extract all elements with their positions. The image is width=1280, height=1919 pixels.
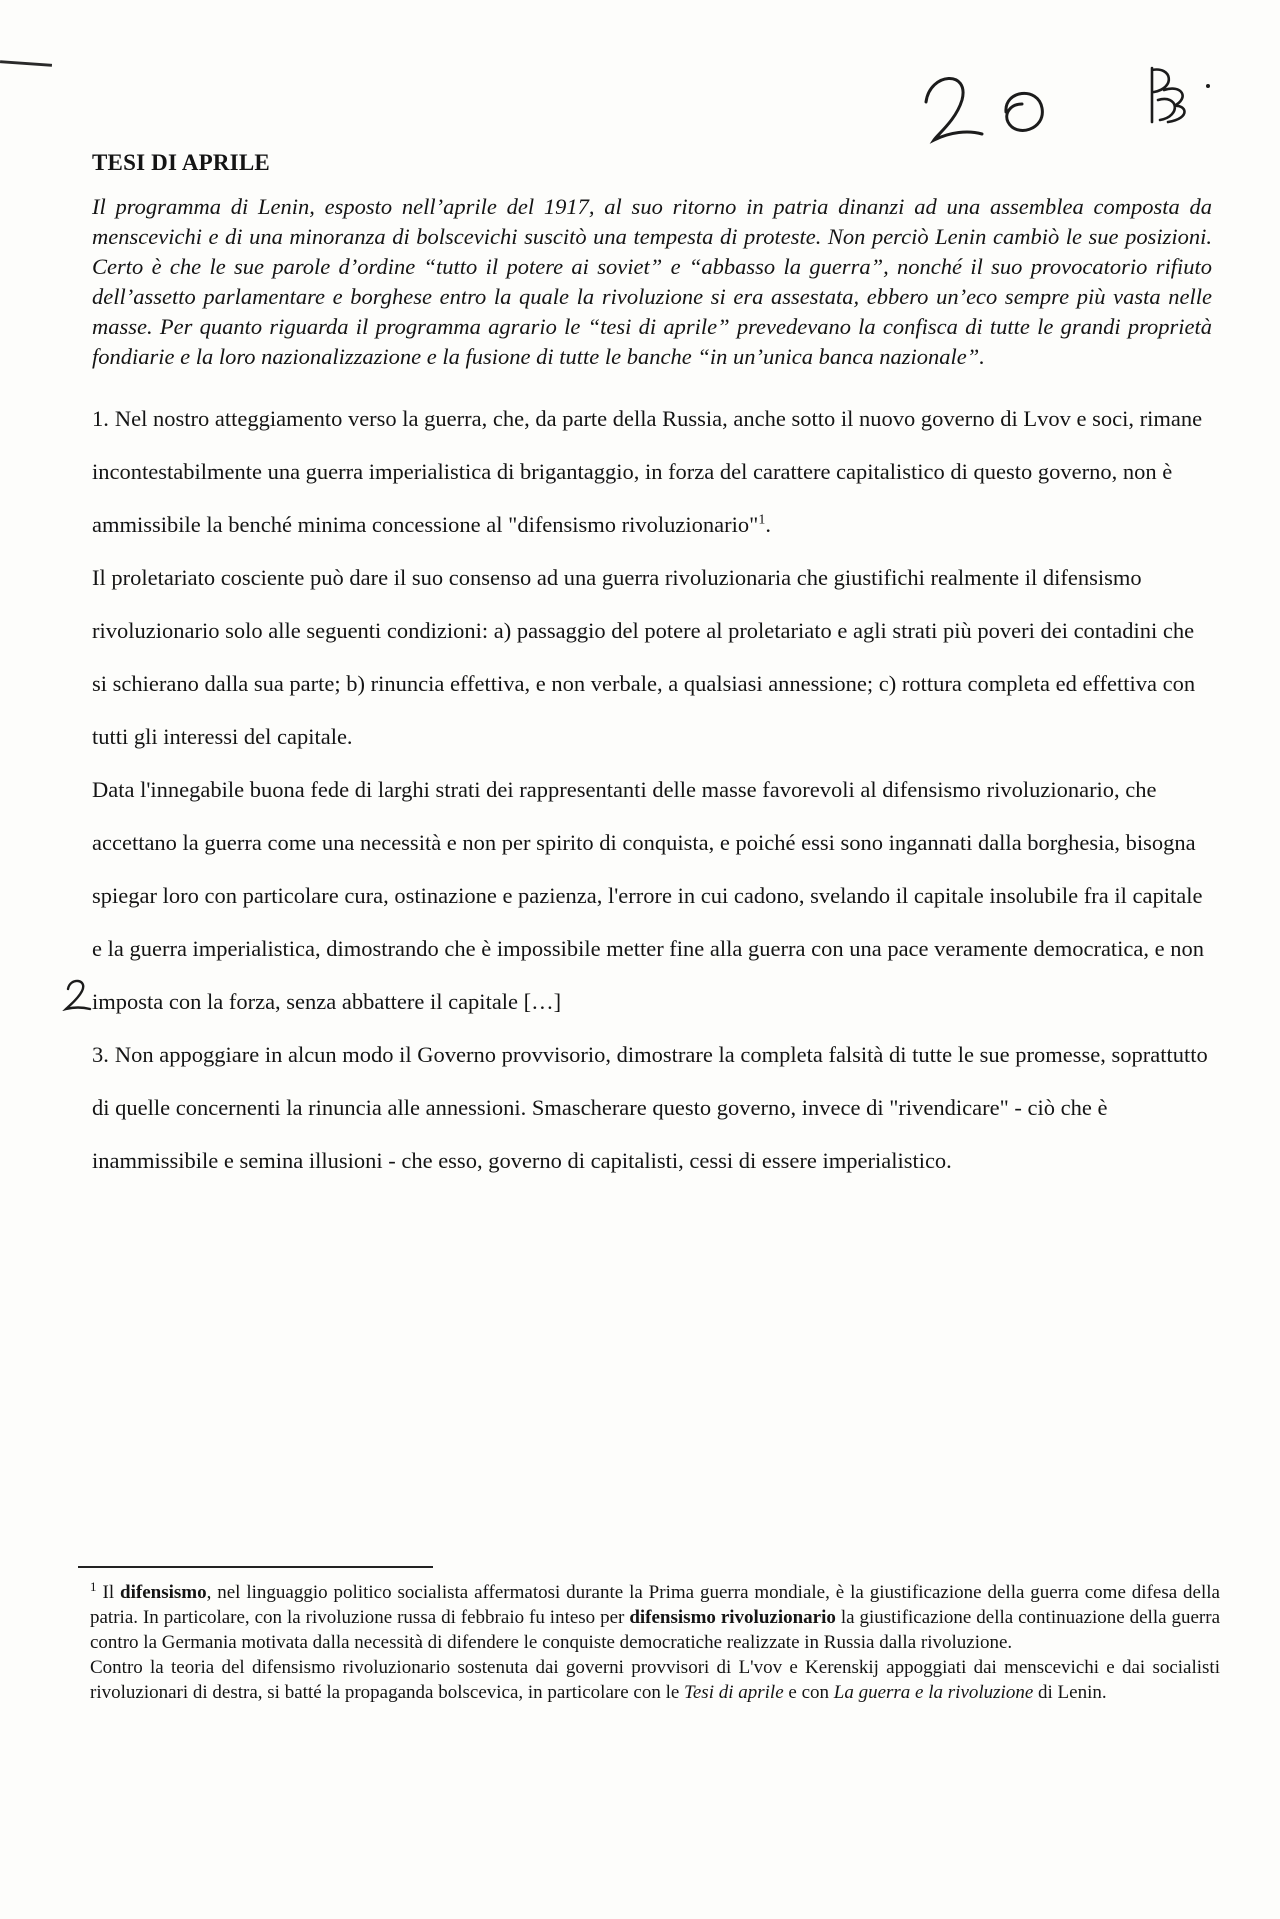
footnote-term: difensismo <box>120 1582 207 1603</box>
footnote-text: Contro la teoria del difensismo rivoluzionario sostenuta dai governi provvisori di L'vov e Kerenskij appoggiati dai menscevichi e dai socialisti rivoluzionari di destra, si batté la propaganda bolscevica, in particolare con le <box>90 1657 1220 1703</box>
footnote-text: di Lenin. <box>1033 1682 1107 1703</box>
footnote-paragraph-2 <box>90 1655 1220 1705</box>
handwritten-margin-number <box>62 977 92 1016</box>
thesis-1-text: Nel nostro atteggiamento verso la guerra, che, da parte della Russia, anche sotto il nuovo governo di Lvov e soci, rimane incontestabilmente una guerra imperialistica di brigantaggio, in forza del carattere capitalistico di questo governo, non è ammissibile la benché minima concessione al "difensismo rivoluzionario" <box>92 406 1203 537</box>
footnote-mark: 1 <box>90 1578 97 1594</box>
footnote-term: difensismo rivoluzionario <box>629 1607 836 1628</box>
footnote-text: Il <box>102 1582 121 1603</box>
handwritten-annotation <box>920 60 1220 155</box>
footnote-text: , nel linguaggio politico socialista affermatosi durante la Prima guerra mondiale, è la giustificazione della guerra come difesa della patria. In particolare, con la rivoluzione russa di febbraio fu inteso per <box>90 1582 1220 1628</box>
intro-paragraph: Il programma di Lenin, esposto nell’aprile del 1917, al suo ritorno in patria dinanzi ad una assemblea composta da menscevichi e di una minoranza di bolscevichi suscitò una tempesta di proteste. Non perciò Lenin cambiò le sue posizioni. Certo è che le sue parole d’ordine “tutto il potere ai soviet” e “abbasso la guerra”, nonché il suo provocatorio rifiuto dell’assetto parlamentare e borghese entro la quale la rivoluzione si era assestata, ebbero un’eco sempre più vasta nelle masse. Per quanto riguarda il programma agrario le “tesi di aprile” prevedevano la confisca di tutte le grandi proprietà fondiarie e la loro nazionalizzazione e la fusione di tutte le banche “in un’unica banca nazionale”. <box>92 194 1212 369</box>
footnote-divider <box>78 1566 433 1568</box>
footnote-text: e con <box>783 1682 834 1703</box>
thesis-1-continued: Il proletariato cosciente può dare il suo consenso ad una guerra rivoluzionaria che giustifichi realmente il difensismo rivoluzionario solo alle seguenti condizioni: a) passaggio del potere al proletariato e agli strati più poveri dei contadini che si schierano dalla sua parte; b) rinuncia effettiva, e non verbale, a qualsiasi annessione; c) rottura completa ed effettiva con tutti gli interessi del capitale. <box>92 565 1196 749</box>
thesis-2: Data l'innegabile buona fede di larghi strati dei rappresentanti delle masse favorevoli al difensismo rivoluzionario, che accettano la guerra come una necessità e non per spirito di conquista, e poiché essi sono ingannati dalla borghesia, bisogna spiegar loro con particolare cura, ostinazione e pazienza, l'errore in cui cadono, svelando il capitale insolubile fra il capitale e la guerra imperialistica, dimostrando che è impossibile metter fine alla guerra con una pace veramente democratica, e non imposta con la forza, senza abbattere il capitale […] <box>92 777 1205 1014</box>
footnote-reference: 1 <box>758 512 766 528</box>
pen-stroke-mark <box>0 60 52 67</box>
handwritten-two-icon <box>62 977 92 1011</box>
handwritten-number-and-initials <box>920 60 1220 150</box>
thesis-3-text: Non appoggiare in alcun modo il Governo provvisorio, dimostrare la completa falsità di tutte le sue promesse, soprattutto di quelle concernenti la rinuncia alle annessioni. Smascherare questo governo, invece di "rivendicare" - ciò che è inammissibile e semina illusioni - che esso, governo di capitalisti, cessi di essere imperialistico. <box>92 1042 1208 1173</box>
thesis-1 <box>92 392 1212 551</box>
document-title: TESI DI APRILE <box>92 150 270 175</box>
thesis-1-end: . <box>765 512 771 537</box>
thesis-1-number: 1. <box>92 406 109 431</box>
thesis-3-number: 3. <box>92 1042 109 1067</box>
footnote-work-title: La guerra e la rivoluzione <box>833 1682 1034 1703</box>
footnote <box>90 1580 1220 1705</box>
document-body <box>92 150 1212 1187</box>
footnote-paragraph-1 <box>90 1580 1220 1655</box>
footnote-text: la giustificazione della continuazione della guerra contro la Germania motivata dalla necessità di difendere le conquiste democratiche realizzate in Russia dalla rivoluzione. <box>90 1607 1221 1653</box>
thesis-3 <box>92 1028 1212 1187</box>
footnote-work-title: Tesi di aprile <box>684 1682 784 1703</box>
